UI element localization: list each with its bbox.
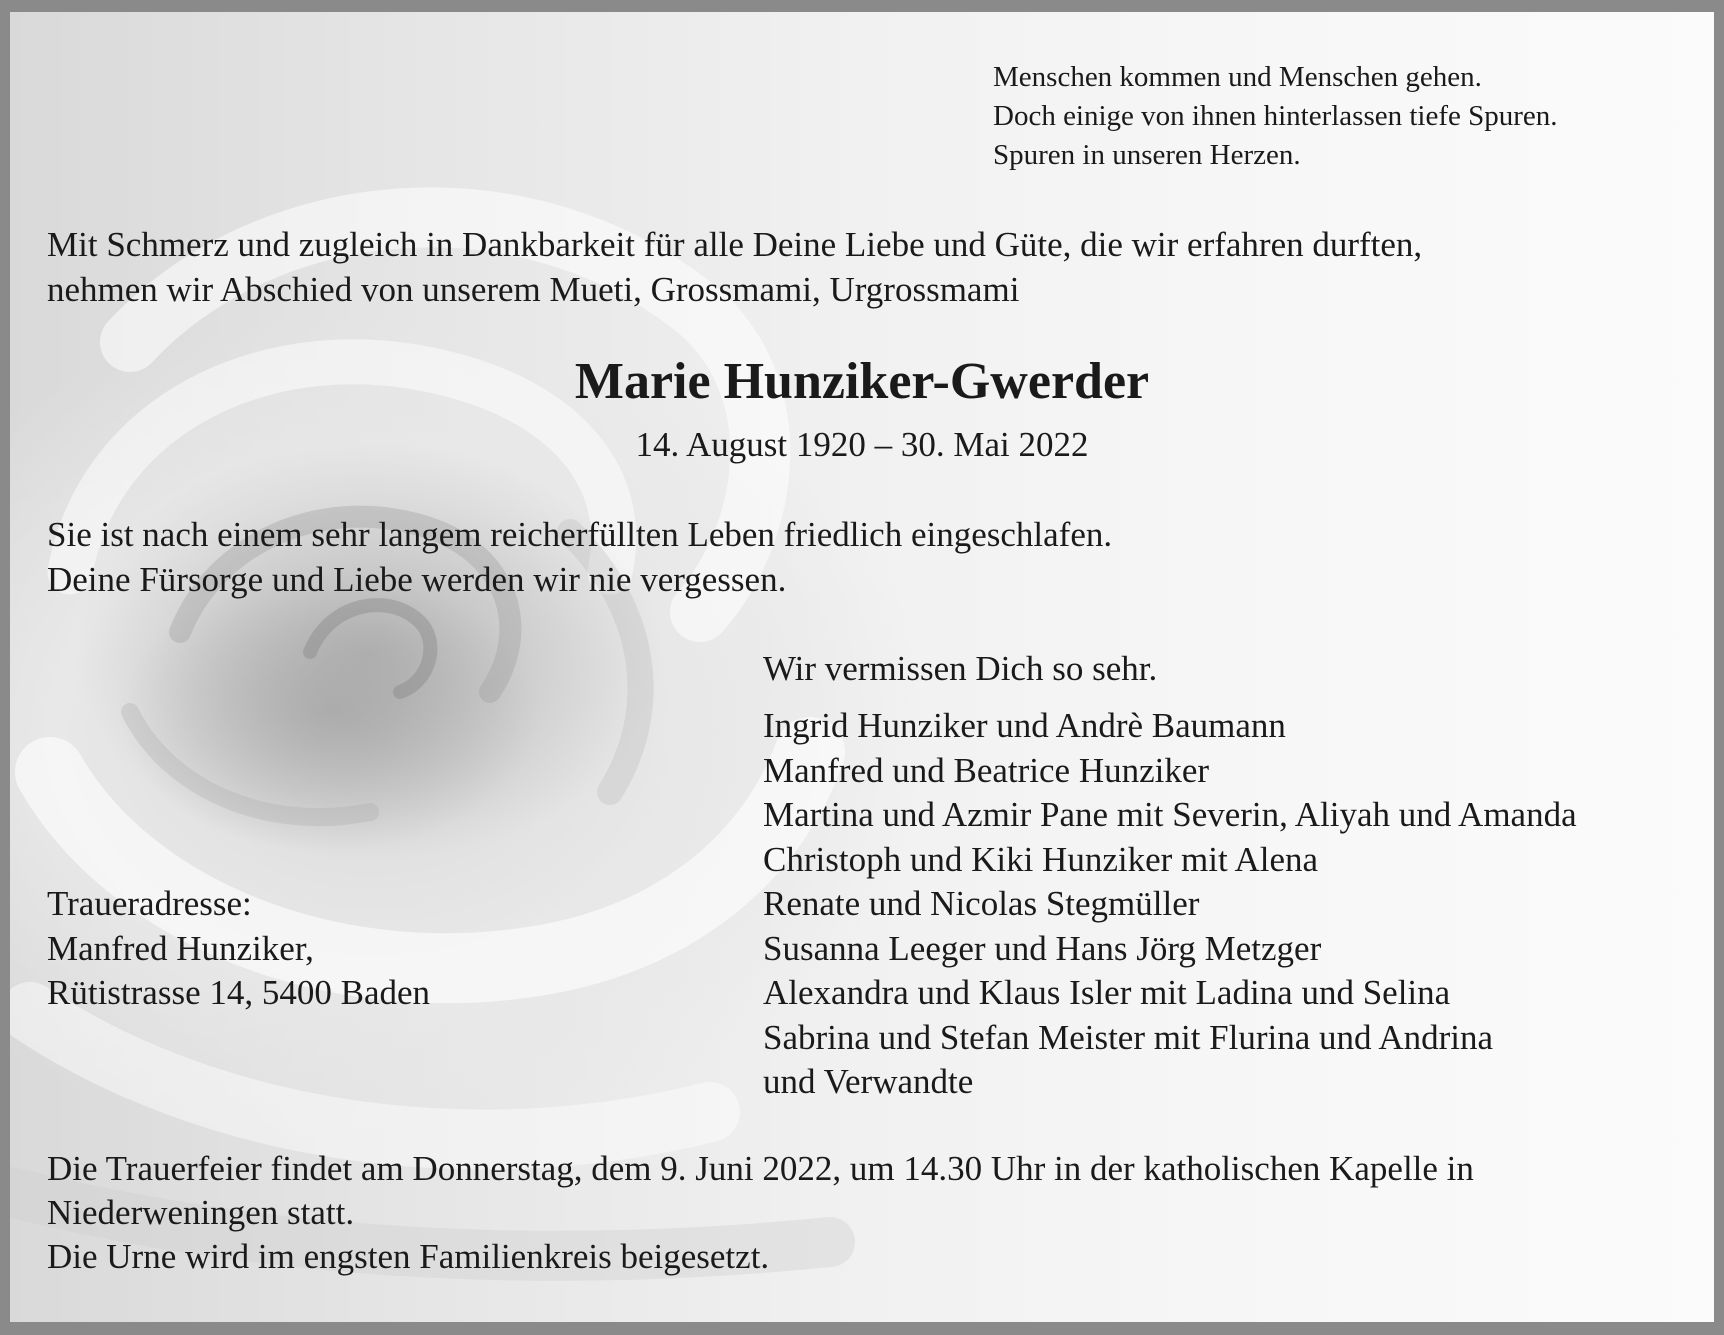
quote-line: Menschen kommen und Menschen gehen. bbox=[993, 61, 1482, 93]
family-member: und Verwandte bbox=[763, 1062, 974, 1101]
miss-line: Wir vermissen Dich so sehr. bbox=[763, 649, 1158, 688]
body-line: Sie ist nach einem sehr langem reicherfüllten Leben friedlich eingeschlafen. bbox=[47, 515, 1113, 554]
intro-line: nehmen wir Abschied von unserem Mueti, Grossmami, Urgrossmami bbox=[47, 270, 1020, 309]
address-line: Manfred Hunziker, bbox=[47, 928, 314, 968]
family-list bbox=[763, 704, 1577, 1105]
intro-text bbox=[47, 222, 1422, 312]
address-line: Rütistrasse 14, 5400 Baden bbox=[47, 973, 431, 1012]
life-dates: 14. August 1920 – 30. Mai 2022 bbox=[635, 425, 1089, 464]
family-member: Martina und Azmir Pane mit Severin, Aliyah und Amanda bbox=[763, 795, 1577, 834]
quote-line: Doch einige von ihnen hinterlassen tiefe Spuren. bbox=[993, 100, 1558, 132]
obituary-card bbox=[10, 12, 1714, 1322]
ceremony-line: Die Urne wird im engsten Familienkreis beigesetzt. bbox=[47, 1237, 770, 1276]
body-line: Deine Fürsorge und Liebe werden wir nie vergessen. bbox=[47, 560, 787, 599]
family-member: Renate und Nicolas Stegmüller bbox=[763, 884, 1200, 923]
family-member: Ingrid Hunziker und Andrè Baumann bbox=[763, 706, 1286, 745]
ceremony-line: Niederweningen statt. bbox=[47, 1193, 355, 1232]
family-member: Susanna Leeger und Hans Jörg Metzger bbox=[763, 928, 1322, 968]
deceased-name: Marie Hunziker-Gwerder bbox=[574, 353, 1150, 410]
family-member: Sabrina und Stefan Meister mit Flurina und Andrina bbox=[763, 1017, 1494, 1057]
body-text bbox=[47, 512, 1112, 602]
memorial-quote bbox=[993, 58, 1558, 175]
address-line: Traueradresse: bbox=[47, 884, 252, 923]
ceremony-info bbox=[47, 1147, 1474, 1279]
intro-line: Mit Schmerz und zugleich in Dankbarkeit für alle Deine Liebe und Güte, die wir erfahren durften, bbox=[47, 225, 1423, 264]
family-member: Christoph und Kiki Hunziker mit Alena bbox=[763, 839, 1319, 879]
quote-line: Spuren in unseren Herzen. bbox=[993, 139, 1301, 171]
family-member: Alexandra und Klaus Isler mit Ladina und Selina bbox=[763, 973, 1451, 1012]
family-member: Manfred und Beatrice Hunziker bbox=[763, 750, 1210, 790]
mourning-address bbox=[47, 882, 430, 1016]
ceremony-line: Die Trauerfeier findet am Donnerstag, dem 9. Juni 2022, um 14.30 Uhr in der katholischen Kapelle in bbox=[47, 1149, 1474, 1188]
